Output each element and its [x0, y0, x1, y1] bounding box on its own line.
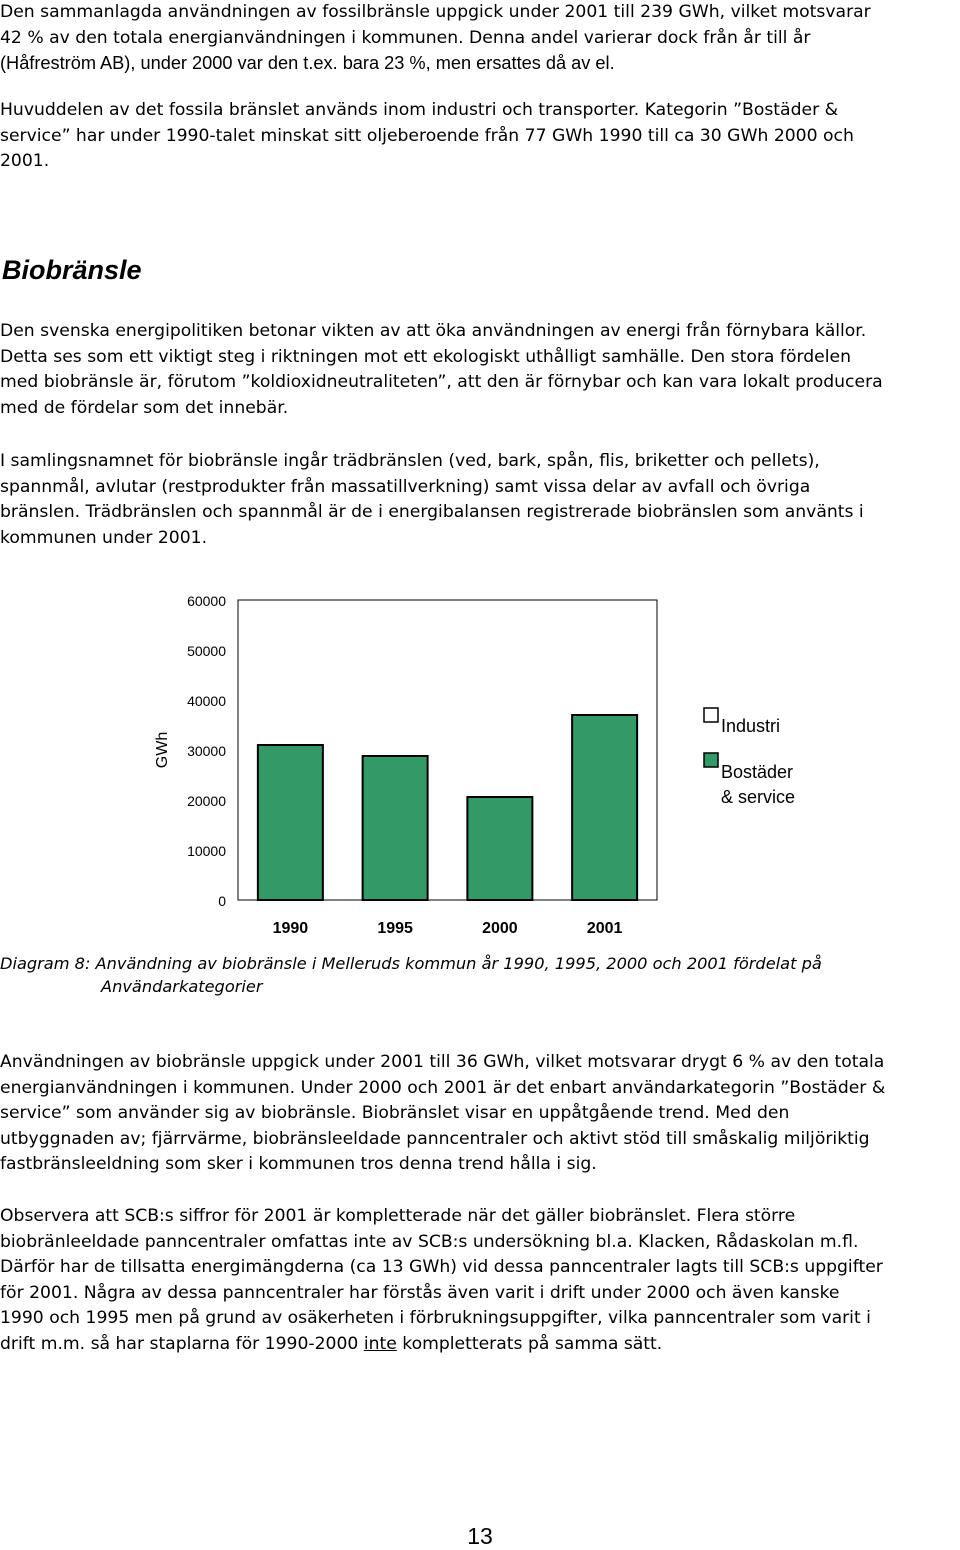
- legend-swatch-industri: [704, 708, 718, 722]
- x-tick-label: 2001: [586, 920, 623, 937]
- x-axis-ticks: [273, 920, 623, 937]
- y-tick-label: 40000: [187, 693, 226, 709]
- y-axis-label: GWh: [154, 731, 171, 769]
- text-line: Användningen av biobränsle uppgick under 2001 till 36 GWh, vilket motsvarar drygt 6 % av den totala: [0, 1052, 885, 1072]
- legend: [704, 708, 795, 807]
- text-line: 42 % av den totala energianvändningen i kommunen. Denna andel varierar dock från år till år: [0, 27, 811, 48]
- paragraph-scb-note: [0, 1204, 958, 1357]
- legend-label-bostader-line1: Bostäder: [721, 762, 794, 782]
- page-number: 13: [467, 1523, 493, 1549]
- y-axis-ticks: [187, 593, 226, 909]
- text-line: 2001.: [0, 151, 50, 171]
- text-line: Observera att SCB:s siffror för 2001 är kompletterade när det gäller biobränslet. Flera större: [0, 1206, 796, 1226]
- text-line: biobränleeldade panncentraler omfattas inte av SCB:s undersökning bl.a. Klacken, Rådaskolan m.fl.: [0, 1231, 859, 1252]
- caption-line: Diagram 8: Användning av biobränsle i Melleruds kommun år 1990, 1995, 2000 och 2001 fördelat på: [0, 954, 822, 973]
- text-line: för 2001. Några av dessa panncentraler har förstås även varit i drift under 2000 och även kanske: [0, 1282, 840, 1303]
- bar-1995: [363, 756, 428, 900]
- text-line: Därför har de tillsatta energimängderna (ca 13 GWh) vid dessa panncentraler lagts till SCB:s uppgifter: [0, 1257, 883, 1277]
- paragraph-bio-usage: [0, 1050, 958, 1178]
- text-line: fastbränsleeldning som sker i kommunen tros denna trend hålla i sig.: [0, 1154, 597, 1174]
- bar-2000: [467, 797, 532, 900]
- y-tick-label: 0: [218, 893, 226, 909]
- text-line: service” har under 1990-talet minskat sitt oljeberoende från 77 GWh 1990 till ca 30 GWh 2000 och: [0, 125, 854, 146]
- legend-label-bostader-line2: & service: [721, 787, 796, 807]
- text-run: drift m.m. så har staplarna för 1990-2000: [0, 1333, 364, 1354]
- y-tick-label: 50000: [187, 643, 226, 659]
- text-line: bränslen. Trädbränslen och spannmål är de i energibalansen registrerade biobränslen som använts i: [0, 502, 864, 522]
- paragraph-fossil-use: [0, 98, 958, 175]
- text-line: Huvuddelen av det fossila bränslet används inom industri och transporter. Kategorin ”Bostäder &: [0, 100, 838, 120]
- y-tick-label: 10000: [187, 843, 226, 859]
- bars: [258, 715, 637, 900]
- text-line: [0, 1332, 958, 1358]
- paragraph-bio-policy: [0, 319, 958, 421]
- legend-label-industri: Industri: [721, 716, 781, 736]
- section-heading: Biobränsle: [2, 255, 142, 285]
- y-tick-label: 30000: [187, 743, 226, 759]
- legend-swatch-bostader: [704, 753, 718, 767]
- text-line: (Håfreström AB), under 2000 var den t.ex. bara 23 %, men ersattes då av el.: [0, 53, 615, 73]
- text-run: kompletterats på samma sätt.: [396, 1333, 663, 1354]
- text-line: kommunen under 2001.: [0, 527, 208, 548]
- x-tick-label: 2000: [482, 920, 518, 937]
- text-line: 1990 och 1995 men på grund av osäkerheten i förbrukningsuppgifter, vilka panncentraler som varit i: [0, 1308, 871, 1328]
- text-line: Den sammanlagda användningen av fossilbränsle uppgick under 2001 till 239 GWh, vilket motsvarar: [0, 2, 871, 22]
- x-tick-label: 1995: [377, 920, 413, 937]
- figure-caption: [0, 953, 958, 998]
- paragraph-fossil-summary: [0, 0, 958, 77]
- text-line: med biobränsle är, förutom ”koldioxidneutraliteten”, att den är förnybar och kan vara lokalt producera: [0, 372, 883, 392]
- text-line: spannmål, avlutar (restprodukter från massatillverkning) samt vissa delar av avfall och övriga: [0, 476, 811, 497]
- caption-line: Användarkategorier: [101, 976, 263, 996]
- text-line: energianvändningen i kommunen. Under 2000 och 2001 är det enbart användarkategorin ”Bostäder &: [0, 1077, 886, 1098]
- bar-chart: [0, 580, 960, 950]
- text-line: med de fördelar som det innebär.: [0, 397, 289, 418]
- text-line: utbyggnaden av; fjärrvärme, biobränsleeldade panncentraler och aktivt stöd till småskalig miljöriktig: [0, 1128, 870, 1149]
- x-tick-label: 1990: [272, 920, 309, 937]
- y-tick-label: 20000: [187, 793, 226, 809]
- bar-2001: [572, 715, 637, 900]
- paragraph-bio-definition: [0, 449, 958, 551]
- underlined-word: inte: [363, 1333, 397, 1354]
- y-tick-label: 60000: [187, 593, 226, 609]
- text-line: Den svenska energipolitiken betonar vikten av att öka användningen av energi från förnybara källor.: [0, 321, 867, 341]
- text-line: Detta ses som ett viktigt steg i riktningen mot ett ekologiskt uthålligt samhälle. Den stora fördelen: [0, 346, 851, 367]
- text-line: service” som använder sig av biobränsle. Biobränslet visar en uppåtgående trend. Med den: [0, 1103, 790, 1123]
- bar-1990: [258, 745, 323, 900]
- text-line: I samlingsnamnet för biobränsle ingår trädbränslen (ved, bark, spån, flis, briketter och pellets),: [0, 451, 820, 471]
